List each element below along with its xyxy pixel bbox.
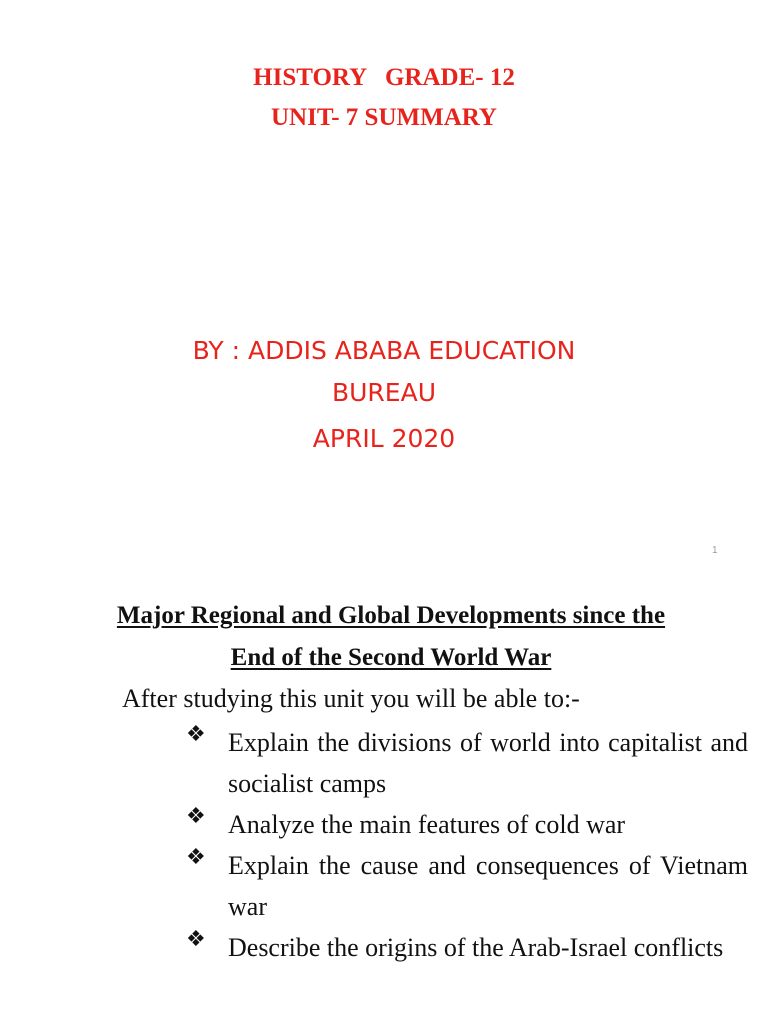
objective-text: Explain the cause and consequences of Vietnam war (228, 851, 748, 921)
objective-text: Explain the divisions of world into capitalist and socialist camps (228, 728, 748, 798)
title-unit: UNIT- 7 SUMMARY (271, 104, 497, 131)
diamond-bullet-icon: ❖ (186, 804, 206, 829)
list-item (186, 722, 748, 804)
objective-text: Analyze the main features of cold war (228, 810, 626, 839)
diamond-bullet-icon: ❖ (186, 845, 206, 870)
author-line-continued: BUREAU (331, 378, 437, 407)
unit-heading: Major Regional and Global Developments since the (116, 602, 666, 629)
objective-text: Describe the origins of the Arab-Israel conflicts (228, 933, 724, 962)
publication-date: APRIL 2020 (312, 424, 456, 453)
objectives-list (186, 722, 748, 968)
list-item (186, 804, 748, 845)
diamond-bullet-icon: ❖ (186, 722, 206, 747)
intro-text: After studying this unit you will be able to:- (122, 684, 580, 713)
title-subject-grade: HISTORY GRADE- 12 (253, 64, 515, 91)
list-item (186, 927, 748, 968)
list-item (186, 845, 748, 927)
page-number: 1 (712, 545, 718, 556)
diamond-bullet-icon: ❖ (186, 927, 206, 952)
author-line: BY : ADDIS ABABA EDUCATION (192, 336, 576, 365)
unit-heading-continued: End of the Second World War (230, 644, 552, 671)
